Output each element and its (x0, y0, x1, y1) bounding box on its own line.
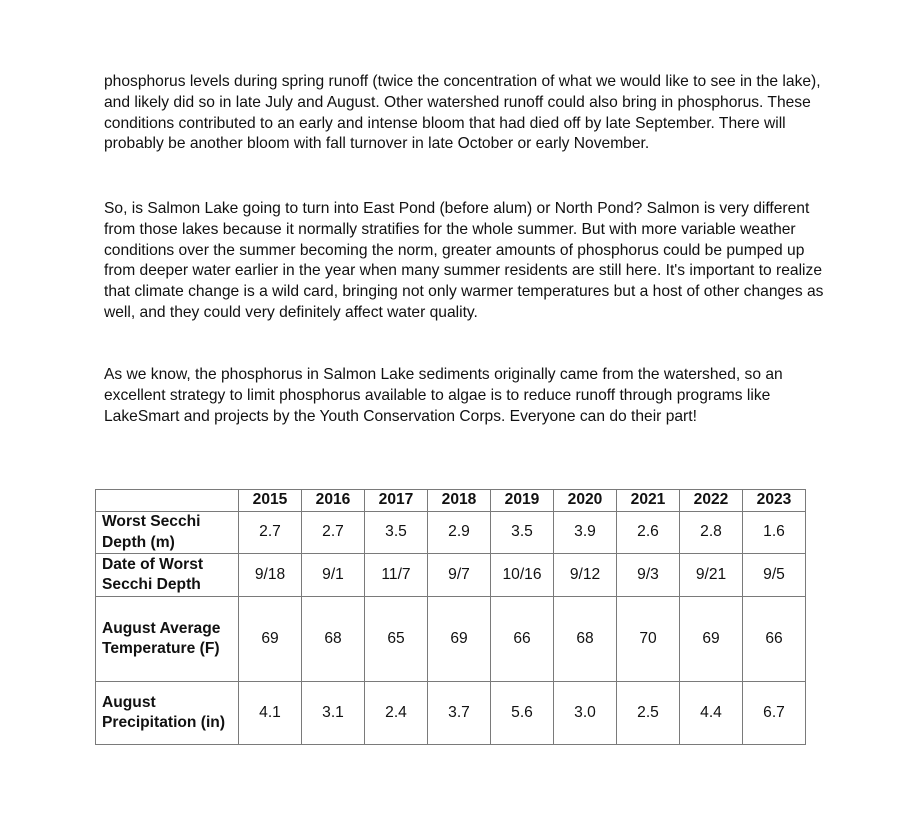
table-cell: 11/7 (365, 554, 428, 597)
table-cell: 9/18 (239, 554, 302, 597)
table-cell: 68 (554, 597, 617, 682)
row-label: Worst Secchi Depth (m) (96, 512, 239, 554)
table-row-date-worst-secchi (96, 554, 806, 597)
table-cell: 3.5 (491, 512, 554, 554)
table-corner-cell (96, 490, 239, 512)
table-cell: 6.7 (743, 682, 806, 745)
table-cell: 9/12 (554, 554, 617, 597)
table-row-worst-secchi-depth (96, 512, 806, 554)
table-cell: 2.7 (239, 512, 302, 554)
table-cell: 9/7 (428, 554, 491, 597)
table-cell: 68 (302, 597, 365, 682)
year-header: 2021 (617, 490, 680, 512)
table-cell: 3.9 (554, 512, 617, 554)
year-header: 2018 (428, 490, 491, 512)
year-header: 2020 (554, 490, 617, 512)
table-cell: 9/5 (743, 554, 806, 597)
table-cell: 10/16 (491, 554, 554, 597)
table-cell: 2.9 (428, 512, 491, 554)
table-cell: 2.5 (617, 682, 680, 745)
year-header: 2019 (491, 490, 554, 512)
table-cell: 3.1 (302, 682, 365, 745)
year-header: 2022 (680, 490, 743, 512)
table-cell: 1.6 (743, 512, 806, 554)
table-cell: 3.5 (365, 512, 428, 554)
table-cell: 2.8 (680, 512, 743, 554)
table-cell: 4.4 (680, 682, 743, 745)
table-cell: 69 (428, 597, 491, 682)
table-cell: 69 (239, 597, 302, 682)
paragraph-salmon-lake-question: So, is Salmon Lake going to turn into East Pond (before alum) or North Pond? Salmon is very different from those lakes because it normally stratifies for the whole summer. But with more variable weather conditions over the summer becoming the norm, greater amounts of phosphorus could be pumped up from deeper water earlier in the year when many summer residents are still here. It's important to realize that climate change is a wild card, bringing not only warmer temperatures but a host of other changes as well, and they could very definitely affect water quality. (104, 200, 824, 321)
table-cell: 70 (617, 597, 680, 682)
table-cell: 65 (365, 597, 428, 682)
table-cell: 4.1 (239, 682, 302, 745)
secchi-weather-table (95, 489, 806, 745)
paragraph-phosphorus-runoff: phosphorus levels during spring runoff (twice the concentration of what we would like to see in the lake), and likely did so in late July and August. Other watershed runoff could also bring in phosphorus. These conditions contributed to an early and intense bloom that had died off by late September. There will probably be another bloom with fall turnover in late October or early November. (104, 73, 821, 153)
table-cell: 2.6 (617, 512, 680, 554)
table-cell: 66 (491, 597, 554, 682)
table-cell: 3.7 (428, 682, 491, 745)
row-label: August Average Temperature (F) (96, 597, 239, 682)
table-row-august-precipitation (96, 682, 806, 745)
table-cell: 9/3 (617, 554, 680, 597)
table-cell: 9/21 (680, 554, 743, 597)
year-header: 2023 (743, 490, 806, 512)
table-header-row (96, 490, 806, 512)
table-cell: 3.0 (554, 682, 617, 745)
table-cell: 2.7 (302, 512, 365, 554)
table-cell: 5.6 (491, 682, 554, 745)
table-cell: 9/1 (302, 554, 365, 597)
year-header: 2016 (302, 490, 365, 512)
year-header: 2017 (365, 490, 428, 512)
table-cell: 69 (680, 597, 743, 682)
row-label: Date of Worst Secchi Depth (96, 554, 239, 597)
year-header: 2015 (239, 490, 302, 512)
row-label: August Precipitation (in) (96, 682, 239, 745)
paragraph-watershed-strategy: As we know, the phosphorus in Salmon Lake sediments originally came from the watershed, so an excellent strategy to limit phosphorus available to algae is to reduce runoff through programs like LakeSmart and projects by the Youth Conservation Corps. Everyone can do their part! (104, 366, 783, 425)
table-row-august-temperature (96, 597, 806, 682)
table-cell: 2.4 (365, 682, 428, 745)
table-cell: 66 (743, 597, 806, 682)
